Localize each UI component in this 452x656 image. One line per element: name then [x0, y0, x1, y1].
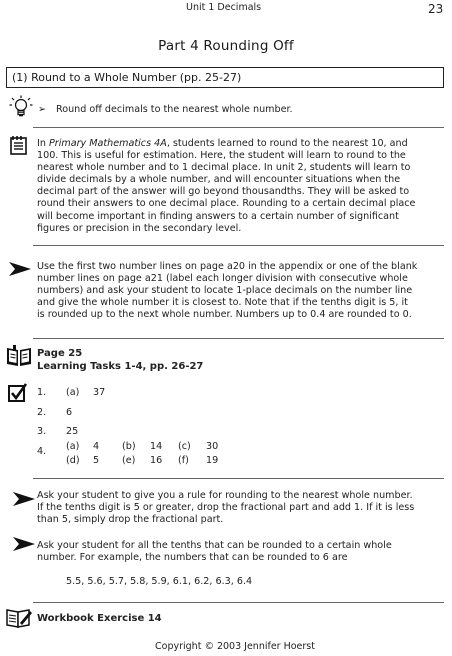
- notes-line-1: In Primary Mathematics 4A, students learned to round to the nearest 10, and: [37, 138, 408, 149]
- objective-text: Round off decimals to the nearest whole number.: [56, 104, 293, 115]
- activity-line: Use the first two number lines on page a20 in the appendix or one of the blank: [37, 261, 418, 272]
- answer-label: (a): [66, 387, 80, 398]
- answer-label: (a): [66, 441, 80, 452]
- teacher-notes: [37, 138, 447, 235]
- activity-rounding-rule: [37, 490, 414, 526]
- notes-line: figures or precision in the secondary level.: [37, 222, 242, 234]
- answer-value: 16: [150, 455, 163, 466]
- answer-value: 30: [206, 441, 219, 452]
- lightbulb-icon: [9, 95, 33, 117]
- answer-value: 37: [93, 387, 106, 398]
- answer-number: 1.: [37, 387, 47, 398]
- answer-label: (c): [178, 441, 191, 452]
- arrow-pointer-icon: [13, 537, 35, 551]
- answer-label: (f): [178, 455, 189, 466]
- objective-bullet-icon: ➢: [38, 104, 47, 115]
- workbook-pencil-icon: [6, 608, 32, 628]
- activity-line: numbers) and ask your student to locate 1-place decimals on the number line: [37, 285, 413, 297]
- arrow-pointer-icon: [13, 492, 35, 506]
- answer-value: 19: [206, 455, 219, 466]
- learning-tasks: Learning Tasks 1-4, pp. 26-27: [37, 361, 204, 372]
- page-title: Part 4 Rounding Off: [158, 38, 294, 54]
- answer-value: 25: [66, 426, 79, 437]
- divider: [33, 245, 444, 246]
- textbook-page: Page 25: [37, 348, 83, 359]
- activity-line: Ask your student to give you a rule for rounding to the nearest whole number.: [37, 490, 413, 501]
- section-heading-box: [6, 67, 444, 88]
- activity-line: number lines on page a21 (label each longer division with consecutive whole: [37, 273, 408, 285]
- running-header: Unit 1 Decimals: [186, 2, 262, 13]
- divider: [33, 338, 444, 339]
- open-book-icon: [6, 345, 32, 367]
- divider: [33, 478, 444, 479]
- activity-line: If the tenths digit is 5 or greater, drop the fractional part and add 1. If it is less: [37, 502, 415, 514]
- notepad-icon: [9, 135, 29, 155]
- answer-label: (b): [122, 441, 136, 452]
- page-number: 23: [428, 2, 444, 16]
- answer-value: 14: [150, 441, 163, 452]
- answer-number: 3.: [37, 426, 47, 437]
- notes-line: 100. This is useful for estimation. Here, the student will learn to round to the: [37, 150, 406, 162]
- activity-line: number. For example, the numbers that can be rounded to 6 are: [37, 552, 348, 564]
- section-heading: (1) Round to a Whole Number (pp. 25-27): [12, 71, 242, 84]
- answer-number: 2.: [37, 407, 47, 418]
- example-numbers: 5.5, 5.6, 5.7, 5.8, 5.9, 6.1, 6.2, 6.3, 6.4: [66, 576, 253, 587]
- answer-value: 5: [93, 455, 100, 466]
- activity-line: Ask your student for all the tenths that can be rounded to a certain whole: [37, 540, 392, 551]
- workbook-exercise: Workbook Exercise 14: [37, 613, 162, 624]
- activity-line: and give the whole number it is closest to. Note that if the tenths digit is 5, it: [37, 297, 408, 309]
- notes-line: divide decimals by a whole number, and will encounter situations when the: [37, 174, 401, 186]
- notes-line: nearest whole number and to 1 decimal place. In unit 2, students will learn to: [37, 162, 411, 174]
- answer-label: (e): [122, 455, 136, 466]
- answer-label: (d): [66, 455, 80, 466]
- notes-line: decimal part of the answer will go beyond thousandths. They will be asked to: [37, 186, 410, 198]
- notes-line: will become important in finding answers to a certain number of significant: [37, 210, 399, 222]
- copyright-footer: Copyright © 2003 Jennifer Hoerst: [155, 641, 315, 652]
- activity-line: is rounded up to the next whole number. Numbers up to 0.4 are rounded to 0.: [37, 309, 412, 321]
- activity-tenths: [37, 540, 392, 564]
- activity-number-lines: [37, 261, 417, 321]
- activity-line: than 5, simply drop the fractional part.: [37, 514, 224, 526]
- notes-line: round their answers to one decimal place. Rounding to a certain decimal place: [37, 198, 416, 210]
- divider: [33, 602, 444, 603]
- checkbox-check-icon: [8, 383, 28, 403]
- answer-value: 4: [93, 441, 100, 452]
- divider: [33, 127, 444, 128]
- answer-value: 6: [66, 407, 73, 418]
- arrow-pointer-icon: [9, 262, 31, 276]
- answer-number: 4.: [37, 446, 47, 457]
